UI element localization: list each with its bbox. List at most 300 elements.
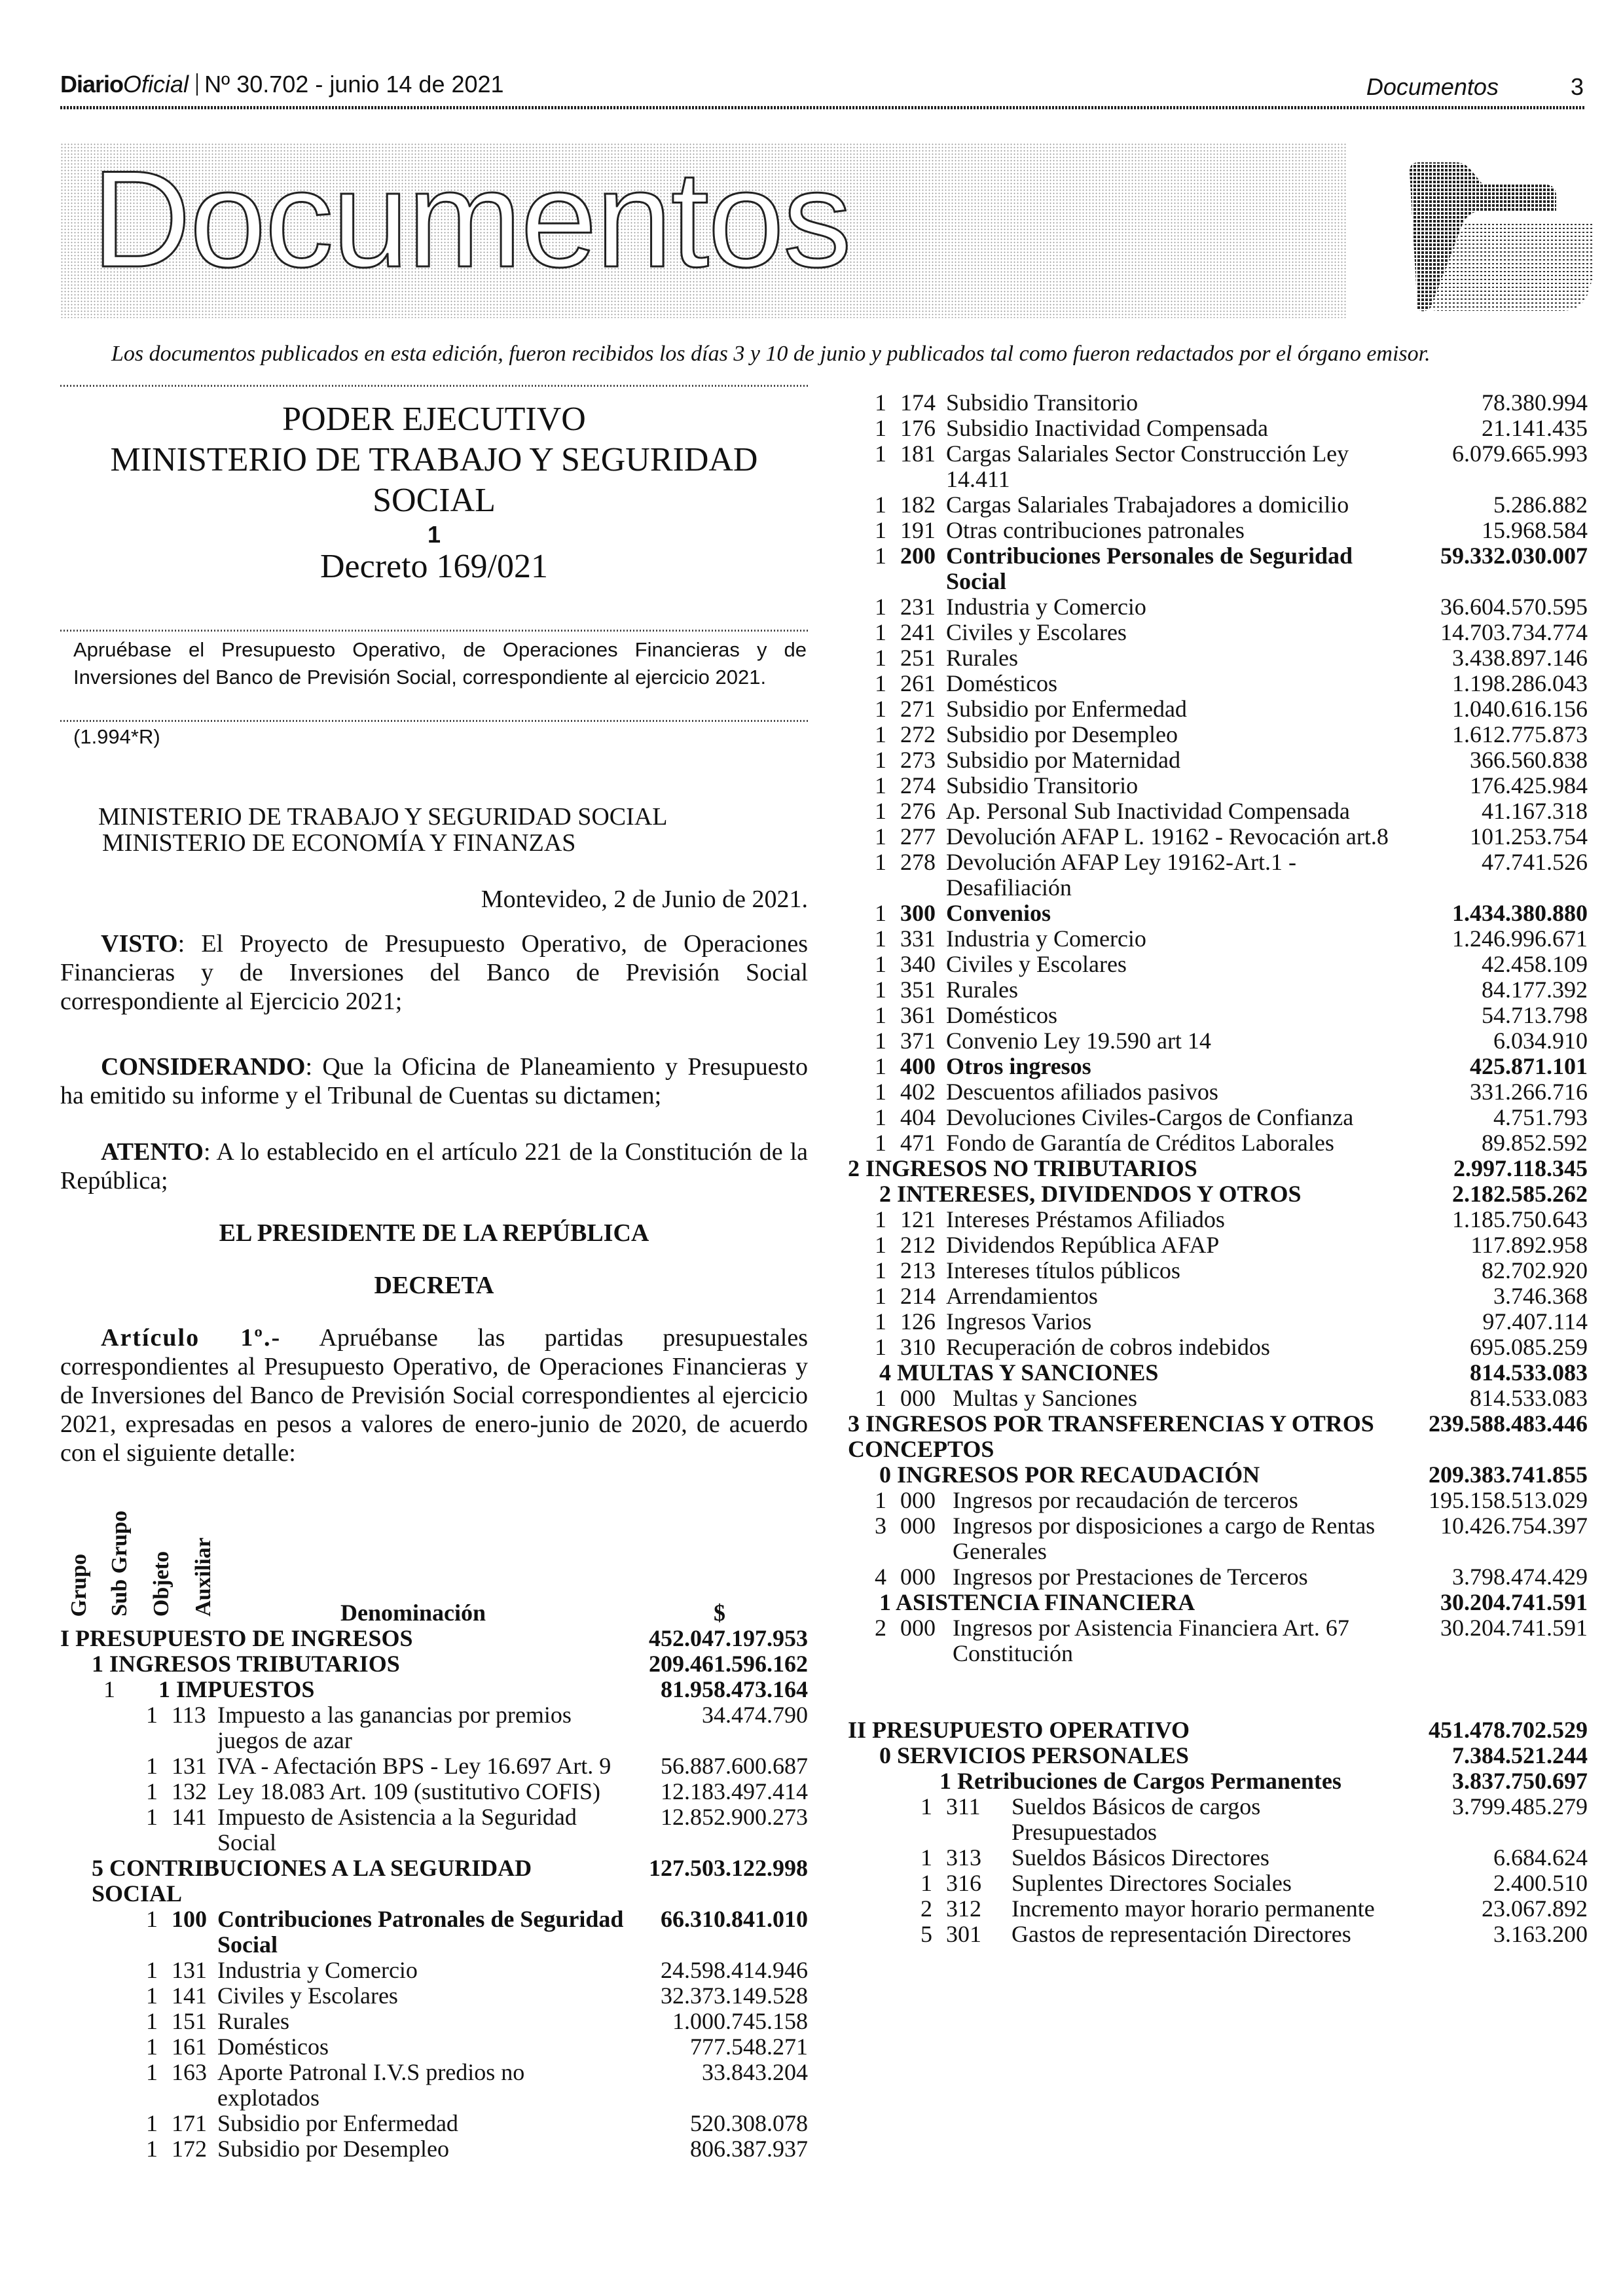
ministries (98, 804, 667, 856)
denominacion: Subsidio por Maternidad (946, 747, 1180, 773)
denominacion: Ley 18.083 Art. 109 (sustitutivo COFIS) (217, 1778, 601, 1804)
objeto-code: 340 (900, 951, 936, 977)
grupo-code: 5 (921, 1921, 932, 1947)
section-header (1366, 73, 1584, 101)
section-label: 0 SERVICIOS PERSONALES (879, 1742, 1189, 1768)
grupo-code: 1 (875, 645, 886, 671)
section-label: II PRESUPUESTO OPERATIVO (848, 1717, 1190, 1743)
grupo-code: 1 (146, 1906, 158, 1932)
summary-rule-bottom (60, 720, 808, 722)
objeto-code: 131 (172, 1957, 207, 1983)
grupo-code: 1 (146, 2034, 158, 2060)
grupo-code: 1 (875, 1206, 886, 1232)
objeto-code: 121 (900, 1206, 936, 1232)
grupo-code: 1 (875, 1308, 886, 1335)
objeto-code: 273 (900, 747, 936, 773)
grupo-code: 1 (146, 1778, 158, 1804)
table-row (848, 1309, 1588, 1335)
objeto-code: 351 (900, 977, 936, 1003)
section-label: 5 CONTRIBUCIONES A LA SEGURIDAD SOCIAL (92, 1855, 532, 1907)
table-row (848, 926, 1588, 952)
denominacion: Civiles y Escolares (946, 951, 1127, 977)
col-header-objeto: Objeto (149, 1551, 173, 1617)
amount: 1.198.286.043 (1452, 670, 1588, 696)
table-row (60, 2009, 808, 2034)
visto-label: VISTO (101, 930, 178, 958)
decree-number: 1 (427, 521, 441, 548)
grupo-code: 2 (921, 1895, 932, 1922)
grupo-code: 1 (875, 696, 886, 722)
amount: 6.034.910 (1493, 1028, 1588, 1054)
table-row (60, 1958, 808, 1983)
objeto-code: 172 (172, 2136, 207, 2162)
objeto-code: 261 (900, 670, 936, 696)
section-label: 3 INGRESOS POR TRANSFERENCIAS Y OTROS CONCEPTOS (848, 1410, 1374, 1462)
table-row (848, 747, 1588, 773)
amount: 806.387.937 (690, 2136, 808, 2162)
objeto-code: 402 (900, 1079, 936, 1105)
amount: 777.548.271 (690, 2034, 808, 2060)
table-row (848, 1130, 1588, 1156)
table-row (60, 2060, 808, 2111)
denominacion: Aporte Patronal I.V.S predios no explotados (217, 2059, 525, 2111)
amount: 6.684.624 (1493, 1844, 1588, 1871)
section-label: 2 INGRESOS NO TRIBUTARIOS (848, 1155, 1197, 1181)
denominacion: Civiles y Escolares (217, 1982, 398, 2009)
objeto-code: 151 (172, 2008, 207, 2034)
objeto-code: 331 (900, 925, 936, 952)
denominacion: Subsidio por Enfermedad (946, 696, 1187, 722)
denominacion: Intereses títulos públicos (946, 1257, 1180, 1283)
denominacion: Impuesto de Asistencia a la Seguridad Social (217, 1804, 577, 1856)
grupo-code: 1 (146, 1804, 158, 1830)
objeto-code: 182 (900, 492, 936, 518)
table-row (848, 390, 1588, 416)
page-number: 3 (1570, 73, 1584, 100)
grupo-code: 1 (875, 772, 886, 798)
amount: 2.182.585.262 (1452, 1181, 1588, 1207)
table-row (848, 1283, 1588, 1309)
denominacion: Ingresos por disposiciones a cargo de Rentas Generales (953, 1513, 1376, 1564)
edition-note: Los documentos publicados en esta edición, fueron recibidos los días 3 y 10 de junio y publicados tal como fueron redactados por el órgano emisor. (111, 342, 1431, 366)
table-row (848, 594, 1588, 620)
amount: 520.308.078 (690, 2110, 808, 2136)
amount: 1.246.996.671 (1452, 925, 1588, 952)
considerando-label: CONSIDERANDO (101, 1053, 306, 1081)
amount: 814.533.083 (1470, 1359, 1588, 1386)
objeto-code: 000 (900, 1487, 936, 1513)
summary-rule-top (60, 630, 808, 632)
ministry-line: MINISTERIO DE TRABAJO Y SEGURIDAD SOCIAL (98, 803, 668, 831)
objeto-code: 276 (900, 798, 936, 824)
objeto-code: 271 (900, 696, 936, 722)
article-1-label: Artículo 1º.- (101, 1324, 282, 1352)
grupo-code: 1 (875, 925, 886, 952)
atento-text: : A lo establecido en el artículo 221 de la Constitución de la República; (60, 1138, 808, 1194)
objeto-code: 100 (172, 1906, 207, 1932)
grupo-code: 1 (875, 1385, 886, 1411)
table-row (848, 1845, 1588, 1871)
denominacion: Convenios (946, 900, 1051, 926)
denominacion: Intereses Préstamos Afiliados (946, 1206, 1225, 1232)
grupo-code: 1 (875, 1130, 886, 1156)
amount: 127.503.122.998 (649, 1855, 808, 1881)
grupo-code: 4 (875, 1564, 886, 1590)
denominacion: Subsidio por Desempleo (946, 721, 1178, 747)
table-row (848, 952, 1588, 977)
amount: 195.158.513.029 (1429, 1487, 1588, 1513)
section-label: 1 ASISTENCIA FINANCIERA (879, 1589, 1195, 1615)
amount: 21.141.435 (1482, 415, 1588, 441)
amount: 10.426.754.397 (1440, 1513, 1588, 1539)
denominacion: Descuentos afiliados pasivos (946, 1079, 1218, 1105)
grupo-code: 1 (875, 900, 886, 926)
amount: 97.407.114 (1482, 1308, 1588, 1335)
considerando-paragraph (60, 1052, 808, 1110)
amount: 101.253.754 (1470, 823, 1588, 850)
table-row (848, 1513, 1588, 1564)
grupo-code: 1 (146, 1702, 158, 1728)
grupo-code: 1 (875, 1232, 886, 1258)
denominacion: Fondo de Garantía de Créditos Laborales (946, 1130, 1334, 1156)
amount: 24.598.414.946 (661, 1957, 808, 1983)
decree-title: Decreto 169/021 (319, 548, 548, 585)
table-row (60, 1753, 808, 1779)
masthead (60, 71, 504, 98)
objeto-code: 214 (900, 1283, 936, 1309)
table-row (60, 2034, 808, 2060)
denominacion: Rurales (946, 645, 1018, 671)
denominacion: Subsidio Transitorio (946, 389, 1139, 416)
objeto-code: 300 (900, 900, 936, 926)
denominacion: Arrendamientos (946, 1283, 1098, 1309)
table-section-row (848, 1590, 1588, 1615)
header-rule (60, 106, 1585, 109)
grupo-code: 1 (875, 619, 886, 645)
amount: 3.798.474.429 (1452, 1564, 1588, 1590)
grupo-code: 1 (146, 2110, 158, 2136)
amount: 176.425.984 (1470, 772, 1588, 798)
objeto-code: 301 (946, 1921, 981, 1947)
grupo-code: 3 (875, 1513, 886, 1539)
table-row (848, 798, 1588, 824)
amount: 59.332.030.007 (1440, 543, 1588, 569)
decree-reference: (1.994*R) (73, 725, 160, 748)
ministry-line: MINISTERIO DE ECONOMÍA Y FINANZAS (102, 829, 576, 857)
amount: 117.892.958 (1470, 1232, 1588, 1258)
col-header-grupo: Grupo (67, 1553, 91, 1617)
objeto-code: 191 (900, 517, 936, 543)
amount: 3.799.485.279 (1452, 1793, 1588, 1820)
table-row (848, 1564, 1588, 1590)
table-row (848, 492, 1588, 518)
amount: 5.286.882 (1493, 492, 1588, 518)
table-row (60, 1907, 808, 1958)
amount: 451.478.702.529 (1429, 1717, 1588, 1743)
denominacion: Suplentes Directores Sociales (1012, 1870, 1292, 1896)
decree-heading (60, 399, 808, 521)
amount: 695.085.259 (1470, 1334, 1588, 1360)
visto-paragraph (60, 929, 808, 1016)
header-separator (196, 73, 198, 96)
denominacion: Dividendos República AFAP (946, 1232, 1220, 1258)
brand-oficial: Oficial (123, 71, 189, 98)
objeto-code: 471 (900, 1130, 936, 1156)
objeto-code: 313 (946, 1844, 981, 1871)
table-section-row (60, 1651, 808, 1677)
denominacion: Devoluciones Civiles-Cargos de Confianza (946, 1104, 1354, 1130)
objeto-code: 310 (900, 1334, 936, 1360)
amount: 331.266.716 (1470, 1079, 1588, 1105)
amount: 42.458.109 (1482, 951, 1588, 977)
table-section-row (848, 1717, 1588, 1743)
table-section-row (848, 1156, 1588, 1181)
objeto-code: 274 (900, 772, 936, 798)
amount: 814.533.083 (1470, 1385, 1588, 1411)
amount: 32.373.149.528 (661, 1982, 808, 2009)
denominacion: Subsidio por Desempleo (217, 2136, 449, 2162)
grupo-code: 1 (875, 1334, 886, 1360)
objeto-code: 241 (900, 619, 936, 645)
col-header-denominacion: Denominación (340, 1600, 486, 1626)
denominacion: Otros ingresos (946, 1053, 1091, 1079)
grupo-code: 1 (875, 721, 886, 747)
table-row (848, 1258, 1588, 1283)
amount: 81.958.473.164 (661, 1676, 808, 1702)
grupo-code: 1 (875, 389, 886, 416)
col-header-sub-grupo: Sub Grupo (107, 1511, 132, 1617)
denominacion: Industria y Comercio (946, 594, 1146, 620)
table-row (848, 1028, 1588, 1054)
grupo-code: 1 (875, 1104, 886, 1130)
denominacion: Ingresos Varios (946, 1308, 1092, 1335)
grupo-code: 1 (875, 1028, 886, 1054)
table-section-row (848, 1462, 1588, 1488)
denominacion: Rurales (946, 977, 1018, 1003)
amount: 1.040.616.156 (1452, 696, 1588, 722)
brand-diario: Diario (60, 71, 124, 98)
denominacion: Incremento mayor horario permanente (1012, 1895, 1375, 1922)
table-row (60, 2136, 808, 2162)
budget-table-left (60, 1626, 808, 2162)
table-row (848, 1105, 1588, 1130)
denominacion: Contribuciones Personales de Seguridad Social (946, 543, 1353, 594)
table-row (848, 645, 1588, 671)
table-section-row (848, 1768, 1588, 1794)
table-section-row (848, 1743, 1588, 1768)
budget-table-right (848, 390, 1588, 1947)
grupo-code: 1 (146, 1957, 158, 1983)
denominacion: Ingresos por recaudación de terceros (953, 1487, 1298, 1513)
decree-summary: Apruébase el Presupuesto Operativo, de Operaciones Financieras y de Inversiones del Banco de Previsión Social, correspondiente al ejercicio 2021. (73, 638, 807, 689)
table-row (848, 850, 1588, 901)
denominacion: Ingresos por Prestaciones de Terceros (953, 1564, 1308, 1590)
section-name: Documentos (1366, 73, 1499, 100)
table-row (848, 1615, 1588, 1666)
table-section-row (848, 1360, 1588, 1386)
objeto-code: 174 (900, 389, 936, 416)
grupo-code: 2 (875, 1615, 886, 1641)
objeto-code: 141 (172, 1804, 207, 1830)
denominacion: Contribuciones Patronales de Seguridad Social (217, 1906, 624, 1958)
objeto-code: 277 (900, 823, 936, 850)
amount: 366.560.838 (1470, 747, 1588, 773)
grupo-code: 1 (875, 1079, 886, 1105)
objeto-code: 312 (946, 1895, 981, 1922)
amount: 54.713.798 (1482, 1002, 1588, 1028)
grupo-code: 1 (146, 2059, 158, 2085)
table-row (60, 1702, 808, 1753)
section-label: 0 INGRESOS POR RECAUDACIÓN (879, 1462, 1260, 1488)
denominacion: Cargas Salariales Trabajadores a domicilio (946, 492, 1349, 518)
amount: 33.843.204 (702, 2059, 808, 2085)
objeto-code: 213 (900, 1257, 936, 1283)
grupo-code: 1 (875, 1053, 886, 1079)
grupo-code: 1 (875, 670, 886, 696)
folder-icon (1359, 157, 1594, 327)
objeto-code: 316 (946, 1870, 981, 1896)
table-row (848, 1794, 1588, 1845)
table-section-row (60, 1626, 808, 1651)
objeto-code: 176 (900, 415, 936, 441)
denominacion: Gastos de representación Directores (1012, 1921, 1351, 1947)
table-row (848, 1666, 1588, 1717)
denominacion: Subsidio por Enfermedad (217, 2110, 458, 2136)
visto-text: : El Proyecto de Presupuesto Operativo, de Operaciones Financieras y de Inversiones del Banco de Previsión Social correspondiente al Ejercicio 2021; (60, 930, 808, 1015)
table-section-row (60, 1677, 808, 1702)
heading-line: MINISTERIO DE TRABAJO Y SEGURIDAD (110, 441, 758, 478)
grupo-code: 1 (921, 1870, 932, 1896)
objeto-code: 311 (946, 1793, 981, 1820)
amount: 12.852.900.273 (661, 1804, 808, 1830)
grupo-code: 1 (103, 1676, 115, 1702)
objeto-code: 171 (172, 2110, 207, 2136)
table-row (848, 1335, 1588, 1360)
objeto-code: 113 (172, 1702, 206, 1728)
denominacion: Rurales (217, 2008, 289, 2034)
grupo-code: 1 (146, 2136, 158, 2162)
objeto-code: 404 (900, 1104, 936, 1130)
amount: 15.968.584 (1482, 517, 1588, 543)
section-label: 1 INGRESOS TRIBUTARIOS (92, 1651, 400, 1677)
objeto-code: 000 (900, 1564, 936, 1590)
amount: 36.604.570.595 (1440, 594, 1588, 620)
amount: 3.746.368 (1493, 1283, 1588, 1309)
table-row (848, 441, 1588, 492)
table-row (848, 1896, 1588, 1922)
denominacion: Domésticos (946, 1002, 1057, 1028)
grupo-code: 1 (875, 594, 886, 620)
heading-line: SOCIAL (373, 482, 496, 519)
table-row (848, 620, 1588, 645)
amount: 23.067.892 (1482, 1895, 1588, 1922)
grupo-code: 1 (875, 492, 886, 518)
denominacion: Convenio Ley 19.590 art 14 (946, 1028, 1211, 1054)
denominacion: Industria y Comercio (217, 1957, 418, 1983)
table-section-row (848, 1181, 1588, 1207)
objeto-code: 132 (172, 1778, 207, 1804)
grupo-code: 1 (875, 1257, 886, 1283)
grupo-code: 1 (875, 1487, 886, 1513)
amount: 452.047.197.953 (649, 1625, 808, 1651)
amount: 3.837.750.697 (1452, 1768, 1588, 1794)
decreta-heading: DECRETA (374, 1272, 494, 1299)
objeto-code: 141 (172, 1982, 207, 2009)
grupo-code: 1 (875, 1283, 886, 1309)
amount: 1.434.380.880 (1452, 900, 1588, 926)
objeto-code: 131 (172, 1753, 207, 1779)
grupo-code: 1 (875, 747, 886, 773)
table-row (848, 1922, 1588, 1947)
denominacion: Industria y Comercio (946, 925, 1146, 952)
president-heading: EL PRESIDENTE DE LA REPÚBLICA (219, 1219, 649, 1247)
table-row (848, 416, 1588, 441)
objeto-code: 272 (900, 721, 936, 747)
grupo-code: 1 (875, 415, 886, 441)
grupo-code: 1 (146, 1982, 158, 2009)
table-row (848, 1871, 1588, 1896)
amount: 41.167.318 (1482, 798, 1588, 824)
objeto-code: 126 (900, 1308, 936, 1335)
amount: 30.204.741.591 (1440, 1589, 1588, 1615)
amount: 3.438.897.146 (1452, 645, 1588, 671)
table-row (848, 1488, 1588, 1513)
objeto-code: 000 (900, 1385, 936, 1411)
amount: 1.612.775.873 (1452, 721, 1588, 747)
grupo-code: 1 (875, 977, 886, 1003)
table-row (60, 2111, 808, 2136)
objeto-code: 212 (900, 1232, 936, 1258)
grupo-code: 1 (146, 2008, 158, 2034)
table-section-row (60, 1856, 808, 1907)
section-label: I PRESUPUESTO DE INGRESOS (60, 1625, 413, 1651)
denominacion: Multas y Sanciones (953, 1385, 1137, 1411)
amount: 4.751.793 (1493, 1104, 1588, 1130)
amount: 209.461.596.162 (649, 1651, 808, 1677)
article-1-text: Apruébanse las partidas presupuestales correspondientes al Presupuesto Operativo, de Operaciones Financieras y de Inversiones del Banco de Previsión Social correspondientes al ejercicio 2021, expresadas en pesos a valores de enero-junio de 2020, de acuerdo con el siguiente detalle: (60, 1324, 808, 1467)
amount: 89.852.592 (1482, 1130, 1588, 1156)
table-row (848, 773, 1588, 798)
grupo-code: 1 (875, 543, 886, 569)
denominacion: Ingresos por Asistencia Financiera Art. 67 Constitución (953, 1615, 1349, 1666)
objeto-code: 181 (900, 440, 936, 467)
denominacion: IVA - Afectación BPS - Ley 16.697 Art. 9 (217, 1753, 611, 1779)
objeto-code: 161 (172, 2034, 207, 2060)
table-row (848, 696, 1588, 722)
objeto-code: 251 (900, 645, 936, 671)
objeto-code: 278 (900, 849, 936, 875)
table-row (848, 1079, 1588, 1105)
amount: 66.310.841.010 (661, 1906, 808, 1932)
table-row (848, 722, 1588, 747)
banner-title: Documentos (92, 142, 850, 296)
objeto-code: 231 (900, 594, 936, 620)
grupo-code: 1 (875, 823, 886, 850)
denominacion: Subsidio Transitorio (946, 772, 1139, 798)
amount: 14.703.734.774 (1440, 619, 1588, 645)
amount: 3.163.200 (1493, 1921, 1588, 1947)
objeto-code: 000 (900, 1615, 936, 1641)
grupo-code: 1 (875, 517, 886, 543)
objeto-code: 163 (172, 2059, 207, 2085)
section-label: 1 IMPUESTOS (158, 1676, 315, 1702)
col-header-auxiliar: Auxiliar (191, 1537, 215, 1617)
denominacion: Sueldos Básicos Directores (1012, 1844, 1269, 1871)
table-row (60, 1804, 808, 1856)
grupo-code: 1 (146, 1753, 158, 1779)
grupo-code: 1 (921, 1844, 932, 1871)
amount: 78.380.994 (1482, 389, 1588, 416)
